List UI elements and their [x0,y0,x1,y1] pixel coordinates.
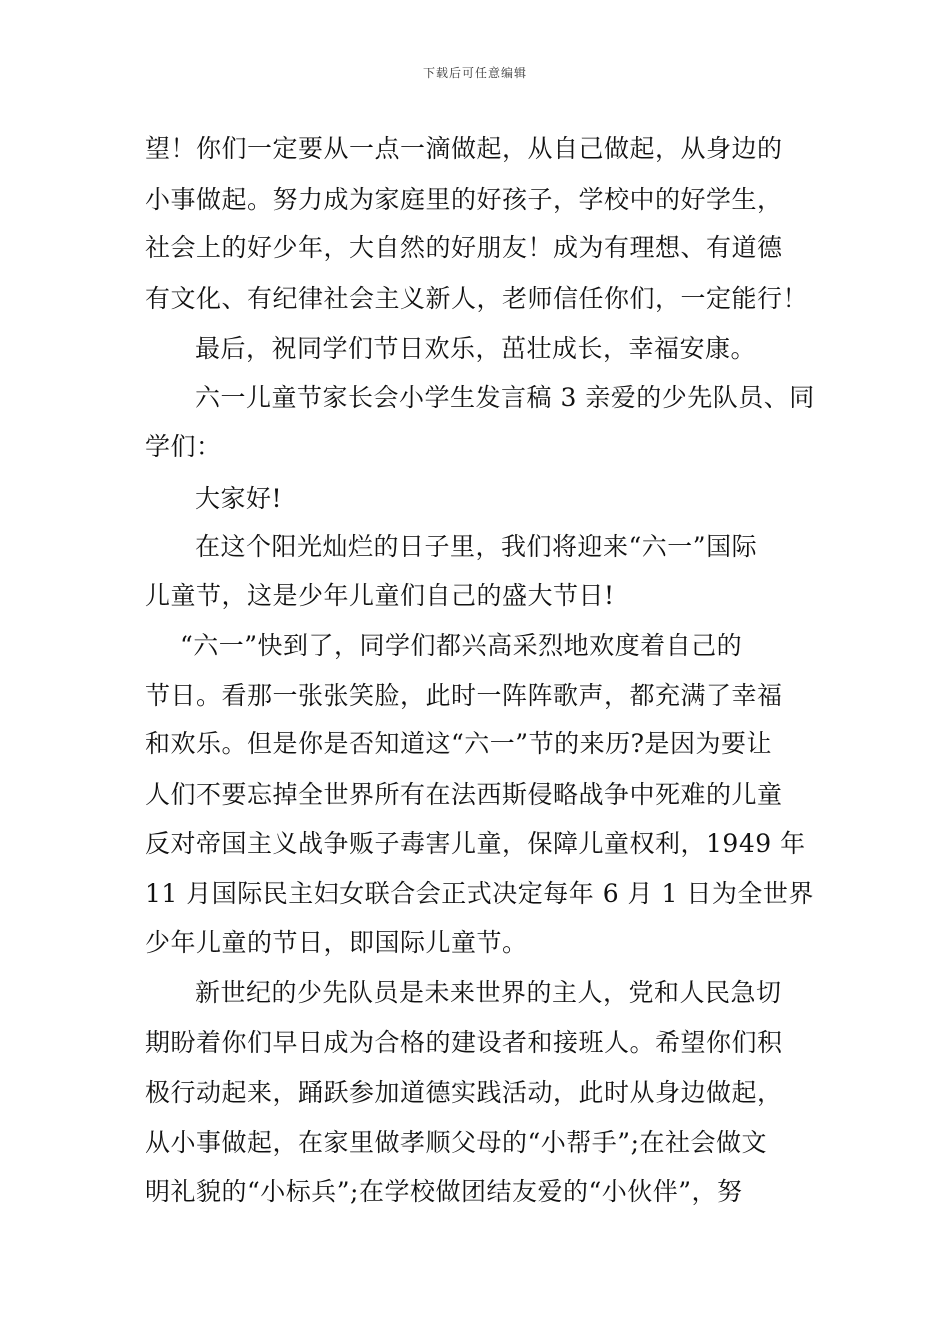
text-line: 小事做起。努力成为家庭里的好孩子，学校中的好学生， [145,185,783,214]
text-line: 期盼着你们早日成为合格的建设者和接班人。希望你们积 [145,1028,783,1057]
text-line: 在这个阳光灿烂的日子里，我们将迎来“六一”国际 [195,532,758,561]
text-line: 11 月国际民主妇女联合会正式决定每年 6 月 1 日为全世界 [145,879,814,908]
text-line: 儿童节，这是少年儿童们自己的盛大节日! [145,581,615,610]
text-line: 学们： [145,432,222,461]
text-line: 少年儿童的节日，即国际儿童节。 [145,928,528,957]
text-line: “六一”快到了，同学们都兴高采烈地欢度着自己的 [180,631,743,660]
text-line: 反对帝国主义战争贩子毒害儿童，保障儿童权利，1949 年 [145,829,806,858]
text-line: 有文化、有纪律社会主义新人，老师信任你们，一定能行！ [145,284,809,313]
text-line: 新世纪的少先队员是未来世界的主人，党和人民急切 [195,978,782,1007]
text-line: 社会上的好少年，大自然的好朋友！成为有理想、有道德 [145,233,783,262]
page-header: 下载后可任意编辑 [422,66,527,80]
text-line: 从小事做起，在家里做孝顺父母的“小帮手”;在社会做文 [145,1128,767,1157]
text-line: 最后，祝同学们节日欢乐，茁壮成长，幸福安康。 [195,334,757,363]
text-line: 明礼貌的“小标兵”;在学校做团结友爱的“小伙伴”，努 [145,1177,743,1206]
text-line: 大家好! [195,484,283,513]
text-line: 人们不要忘掉全世界所有在法西斯侵略战争中死难的儿童 [145,780,783,809]
text-line: 节日。看那一张张笑脸，此时一阵阵歌声，都充满了幸福 [145,681,783,710]
text-line: 六一儿童节家长会小学生发言稿 3 亲爱的少先队员、同 [195,383,815,412]
text-line: 和欢乐。但是你是否知道这“六一”节的来历?是因为要让 [145,729,772,758]
text-line: 望！你们一定要从一点一滴做起，从自己做起，从身边的 [145,134,783,163]
text-line: 极行动起来，踊跃参加道德实践活动，此时从身边做起， [145,1078,783,1107]
